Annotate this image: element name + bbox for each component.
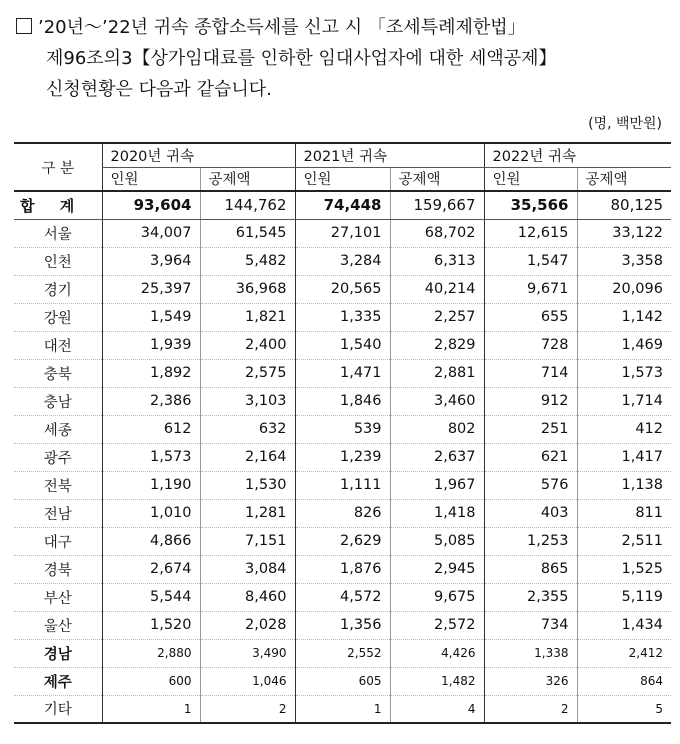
table-cell: 2,945 bbox=[390, 555, 484, 583]
table-cell: 1,939 bbox=[102, 331, 200, 359]
table-cell: 5,119 bbox=[577, 583, 671, 611]
table-cell: 1,111 bbox=[295, 471, 390, 499]
region-label: 서울 bbox=[14, 219, 102, 247]
table-cell: 1,549 bbox=[102, 303, 200, 331]
table-cell: 20,096 bbox=[577, 275, 671, 303]
table-cell: 1,471 bbox=[295, 359, 390, 387]
table-cell: 1,418 bbox=[390, 499, 484, 527]
region-label: 충북 bbox=[14, 359, 102, 387]
region-label: 광주 bbox=[14, 443, 102, 471]
table-cell: 605 bbox=[295, 667, 390, 695]
table-cell: 93,604 bbox=[102, 191, 200, 219]
table-cell: 35,566 bbox=[484, 191, 577, 219]
table-row bbox=[14, 415, 671, 443]
table-row bbox=[14, 275, 671, 303]
intro-line-1 bbox=[16, 12, 671, 43]
region-label: 강원 bbox=[14, 303, 102, 331]
table-cell: 326 bbox=[484, 667, 577, 695]
table-cell: 2,028 bbox=[200, 611, 295, 639]
total-row bbox=[14, 191, 671, 219]
table-cell: 1,417 bbox=[577, 443, 671, 471]
table-cell: 2,552 bbox=[295, 639, 390, 667]
intro-line-3: 신청현황은 다음과 같습니다. bbox=[46, 79, 272, 100]
region-label: 인천 bbox=[14, 247, 102, 275]
table-cell: 1,253 bbox=[484, 527, 577, 555]
table-row bbox=[14, 331, 671, 359]
subheader: 공제액 bbox=[390, 167, 484, 191]
table-cell: 1,530 bbox=[200, 471, 295, 499]
table-cell: 74,448 bbox=[295, 191, 390, 219]
table-cell: 2,829 bbox=[390, 331, 484, 359]
table-cell: 4 bbox=[390, 695, 484, 723]
region-label: 경남 bbox=[14, 639, 102, 667]
table-cell: 8,460 bbox=[200, 583, 295, 611]
table-cell: 865 bbox=[484, 555, 577, 583]
table-row bbox=[14, 443, 671, 471]
table-cell: 2,674 bbox=[102, 555, 200, 583]
region-label: 울산 bbox=[14, 611, 102, 639]
table-cell: 1,714 bbox=[577, 387, 671, 415]
table-cell: 728 bbox=[484, 331, 577, 359]
table-cell: 33,122 bbox=[577, 219, 671, 247]
table-cell: 6,313 bbox=[390, 247, 484, 275]
table-cell: 2 bbox=[200, 695, 295, 723]
table-cell: 1,876 bbox=[295, 555, 390, 583]
subheader: 공제액 bbox=[200, 167, 295, 191]
region-label: 기타 bbox=[14, 695, 102, 723]
table-cell: 2,880 bbox=[102, 639, 200, 667]
table-cell: 34,007 bbox=[102, 219, 200, 247]
table-cell: 251 bbox=[484, 415, 577, 443]
table-cell: 1,469 bbox=[577, 331, 671, 359]
table-cell: 1,434 bbox=[577, 611, 671, 639]
table-cell: 68,702 bbox=[390, 219, 484, 247]
table-cell: 9,671 bbox=[484, 275, 577, 303]
table-cell: 1,046 bbox=[200, 667, 295, 695]
table-row bbox=[14, 359, 671, 387]
table-row bbox=[14, 471, 671, 499]
intro-line-2: 제96조의3【상가임대료를 인하한 임대사업자에 대한 세액공제】 bbox=[46, 48, 557, 69]
table-cell: 714 bbox=[484, 359, 577, 387]
table-cell: 159,667 bbox=[390, 191, 484, 219]
table-row bbox=[14, 639, 671, 667]
table-cell: 3,460 bbox=[390, 387, 484, 415]
table-row bbox=[14, 303, 671, 331]
table-cell: 1,573 bbox=[102, 443, 200, 471]
table-cell: 2,511 bbox=[577, 527, 671, 555]
table-row bbox=[14, 527, 671, 555]
region-label: 부산 bbox=[14, 583, 102, 611]
table-cell: 1,547 bbox=[484, 247, 577, 275]
total-label: 합 계 bbox=[14, 191, 102, 219]
table-row bbox=[14, 583, 671, 611]
region-label: 전남 bbox=[14, 499, 102, 527]
table-cell: 7,151 bbox=[200, 527, 295, 555]
subheader: 인원 bbox=[484, 167, 577, 191]
table-cell: 1,239 bbox=[295, 443, 390, 471]
year-header: 2022년 귀속 bbox=[484, 143, 671, 167]
region-label: 경기 bbox=[14, 275, 102, 303]
table-row bbox=[14, 667, 671, 695]
table-cell: 3,358 bbox=[577, 247, 671, 275]
table-cell: 3,964 bbox=[102, 247, 200, 275]
region-label: 대전 bbox=[14, 331, 102, 359]
table-cell: 1,138 bbox=[577, 471, 671, 499]
table-cell: 2,164 bbox=[200, 443, 295, 471]
table-cell: 1,335 bbox=[295, 303, 390, 331]
table-cell: 20,565 bbox=[295, 275, 390, 303]
table-cell: 802 bbox=[390, 415, 484, 443]
region-label: 세종 bbox=[14, 415, 102, 443]
subheader: 공제액 bbox=[577, 167, 671, 191]
table-cell: 4,426 bbox=[390, 639, 484, 667]
table-cell: 2,629 bbox=[295, 527, 390, 555]
table-cell: 600 bbox=[102, 667, 200, 695]
year-header: 2021년 귀속 bbox=[295, 143, 484, 167]
table-cell: 3,284 bbox=[295, 247, 390, 275]
table-cell: 864 bbox=[577, 667, 671, 695]
table-cell: 576 bbox=[484, 471, 577, 499]
table-cell: 4,572 bbox=[295, 583, 390, 611]
table-cell: 5 bbox=[577, 695, 671, 723]
table-cell: 632 bbox=[200, 415, 295, 443]
table-cell: 1,821 bbox=[200, 303, 295, 331]
table-row bbox=[14, 219, 671, 247]
table-cell: 1,892 bbox=[102, 359, 200, 387]
table-cell: 1 bbox=[102, 695, 200, 723]
table-row bbox=[14, 695, 671, 723]
table-cell: 3,490 bbox=[200, 639, 295, 667]
table-cell: 5,482 bbox=[200, 247, 295, 275]
region-label: 전북 bbox=[14, 471, 102, 499]
unit-label: (명, 백만원) bbox=[588, 116, 662, 132]
table-cell: 61,545 bbox=[200, 219, 295, 247]
region-label: 충남 bbox=[14, 387, 102, 415]
table-cell: 40,214 bbox=[390, 275, 484, 303]
table-cell: 2,355 bbox=[484, 583, 577, 611]
table-cell: 3,103 bbox=[200, 387, 295, 415]
table-cell: 1,142 bbox=[577, 303, 671, 331]
table-cell: 1,520 bbox=[102, 611, 200, 639]
table-cell: 2,637 bbox=[390, 443, 484, 471]
table-cell: 1,338 bbox=[484, 639, 577, 667]
table-cell: 2,572 bbox=[390, 611, 484, 639]
data-table bbox=[14, 142, 671, 724]
table-cell: 12,615 bbox=[484, 219, 577, 247]
table-cell: 25,397 bbox=[102, 275, 200, 303]
table-cell: 811 bbox=[577, 499, 671, 527]
table-cell: 1,967 bbox=[390, 471, 484, 499]
table-cell: 655 bbox=[484, 303, 577, 331]
table-cell: 1,010 bbox=[102, 499, 200, 527]
region-label: 경북 bbox=[14, 555, 102, 583]
table-cell: 2 bbox=[484, 695, 577, 723]
table-cell: 36,968 bbox=[200, 275, 295, 303]
subheader: 인원 bbox=[295, 167, 390, 191]
table-cell: 1,573 bbox=[577, 359, 671, 387]
table-cell: 539 bbox=[295, 415, 390, 443]
table-row bbox=[14, 387, 671, 415]
table-row bbox=[14, 555, 671, 583]
table-row bbox=[14, 499, 671, 527]
table-cell: 27,101 bbox=[295, 219, 390, 247]
table-cell: 912 bbox=[484, 387, 577, 415]
intro-paragraph bbox=[16, 12, 671, 105]
intro-text-1: ’20년～’22년 귀속 종합소득세를 신고 시 「조세특례제한법」 bbox=[38, 17, 526, 38]
table-cell: 1,525 bbox=[577, 555, 671, 583]
subheader: 인원 bbox=[102, 167, 200, 191]
table-cell: 1,540 bbox=[295, 331, 390, 359]
table-cell: 3,084 bbox=[200, 555, 295, 583]
table-cell: 612 bbox=[102, 415, 200, 443]
region-label: 제주 bbox=[14, 667, 102, 695]
table-cell: 2,386 bbox=[102, 387, 200, 415]
table-cell: 621 bbox=[484, 443, 577, 471]
table-cell: 734 bbox=[484, 611, 577, 639]
table-cell: 826 bbox=[295, 499, 390, 527]
table-cell: 2,412 bbox=[577, 639, 671, 667]
table-cell: 4,866 bbox=[102, 527, 200, 555]
category-header: 구 분 bbox=[14, 143, 102, 191]
region-label: 대구 bbox=[14, 527, 102, 555]
table-cell: 5,544 bbox=[102, 583, 200, 611]
table-cell: 9,675 bbox=[390, 583, 484, 611]
table-cell: 1,846 bbox=[295, 387, 390, 415]
year-header: 2020년 귀속 bbox=[102, 143, 295, 167]
table-cell: 80,125 bbox=[577, 191, 671, 219]
table-cell: 1,190 bbox=[102, 471, 200, 499]
table-cell: 412 bbox=[577, 415, 671, 443]
table-cell: 1 bbox=[295, 695, 390, 723]
table-cell: 2,400 bbox=[200, 331, 295, 359]
table-cell: 5,085 bbox=[390, 527, 484, 555]
table-cell: 1,356 bbox=[295, 611, 390, 639]
table-cell: 2,575 bbox=[200, 359, 295, 387]
checkbox-icon bbox=[16, 18, 32, 34]
table-cell: 2,881 bbox=[390, 359, 484, 387]
table-cell: 2,257 bbox=[390, 303, 484, 331]
table-cell: 403 bbox=[484, 499, 577, 527]
header-row-years bbox=[14, 143, 671, 167]
table-row bbox=[14, 611, 671, 639]
header-row-sub bbox=[14, 167, 671, 191]
table-cell: 1,482 bbox=[390, 667, 484, 695]
table-cell: 1,281 bbox=[200, 499, 295, 527]
table-cell: 144,762 bbox=[200, 191, 295, 219]
table-row bbox=[14, 247, 671, 275]
